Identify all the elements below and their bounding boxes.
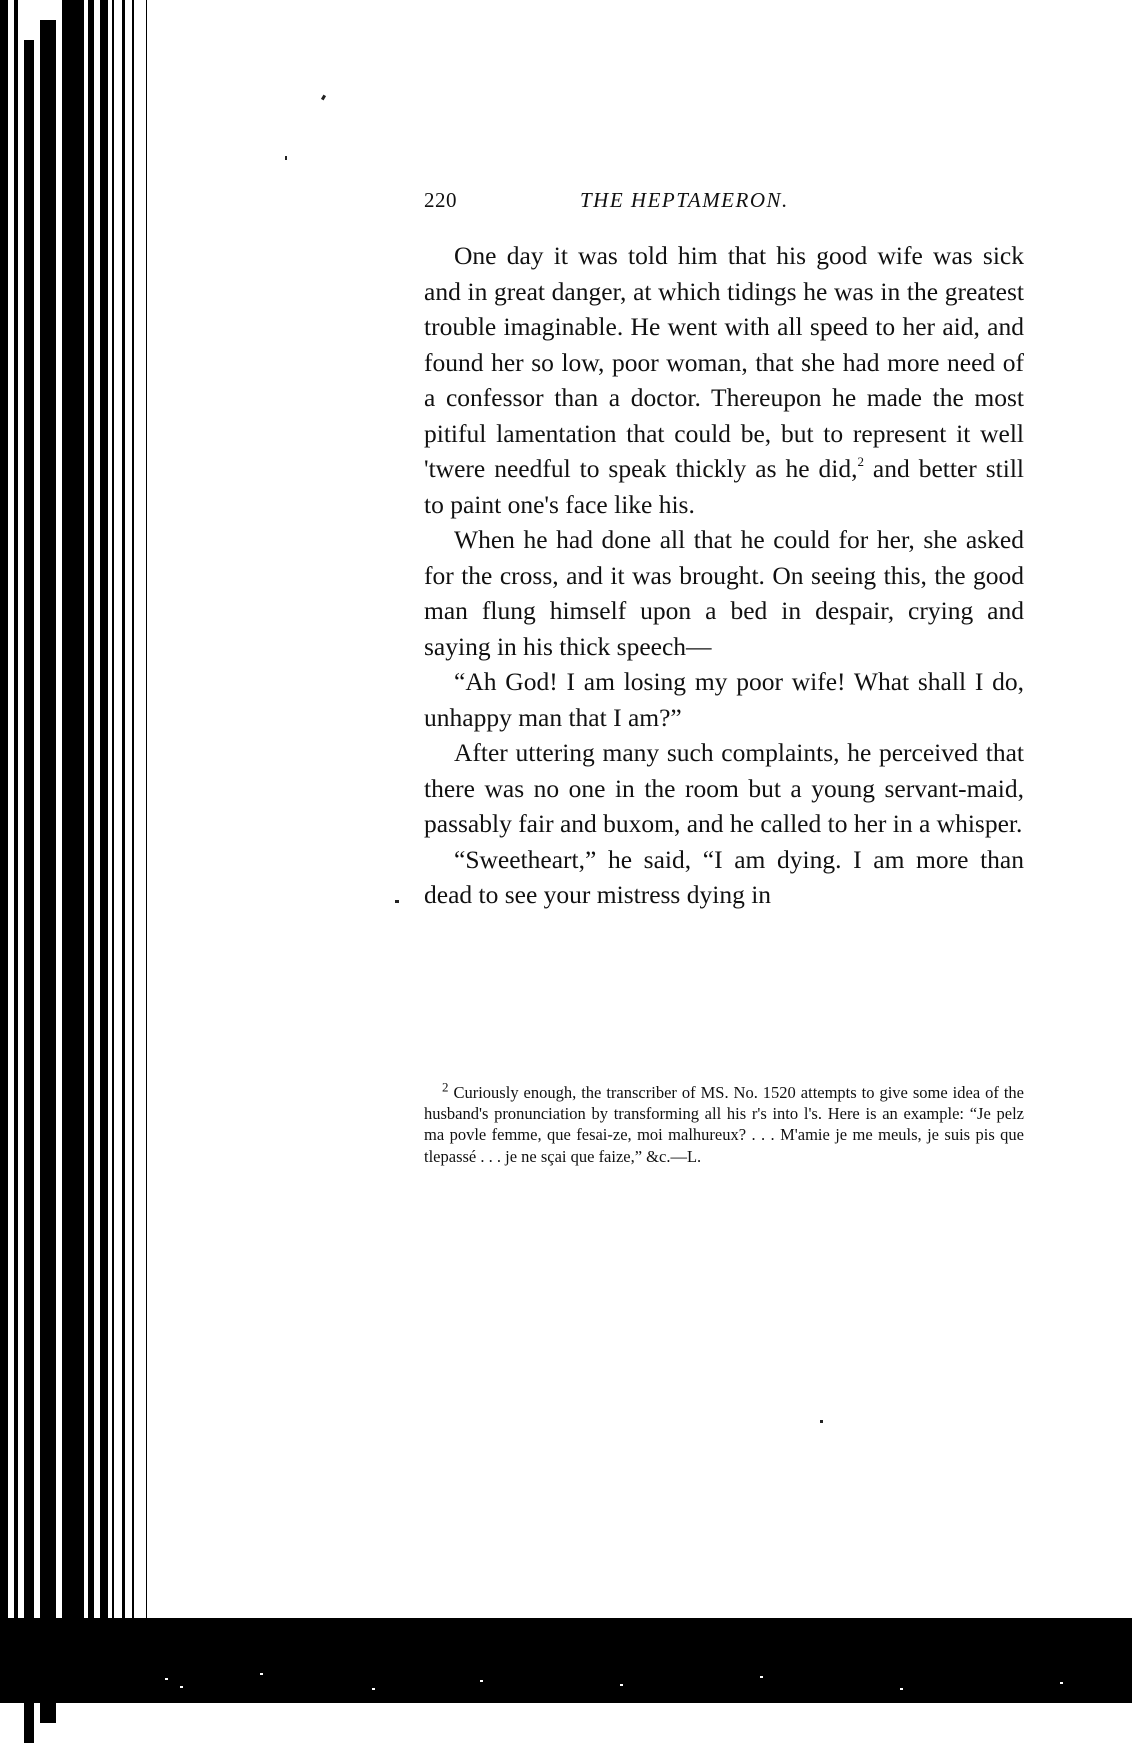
footnote: [424, 1079, 1024, 1167]
scan-speck: [180, 1686, 183, 1688]
paragraph: When he had done all that he could for her, she asked for the cross, and it was brought. On seeing this, the good man flung himself upon a bed in despair, crying and saying in his thick speech—: [424, 525, 1024, 661]
scan-speck: [165, 1678, 168, 1680]
body-text: [424, 238, 1024, 913]
gutter-band: [40, 20, 56, 1723]
scan-speck: [820, 1420, 823, 1423]
scan-speck: [321, 95, 326, 101]
scan-bottom-edge: [0, 1618, 1132, 1703]
gutter-band: [62, 0, 84, 1703]
footnote-reference[interactable]: 2: [857, 453, 864, 469]
footnote-paragraph: [424, 1079, 1024, 1167]
scan-speck: [395, 900, 399, 903]
gutter-band: [0, 0, 8, 1703]
paragraph-text: and better still to paint one's face like his.: [424, 454, 1024, 519]
gutter-band: [88, 0, 94, 1703]
binding-gutter: [0, 0, 160, 1703]
paragraph: [424, 238, 1024, 522]
scan-speck: [285, 156, 287, 160]
paragraph: “Ah God! I am losing my poor wife! What shall I do, unhappy man that I am?”: [424, 667, 1024, 732]
scan-speck: [480, 1680, 483, 1682]
scan-speck: [760, 1676, 763, 1678]
scan-speck: [260, 1673, 263, 1675]
scan-speck: [900, 1688, 903, 1690]
gutter-band: [14, 0, 18, 1703]
page-number: 220: [424, 188, 457, 212]
footnote-marker: 2: [442, 1079, 449, 1095]
gutter-band: [100, 0, 108, 1703]
paragraph: After uttering many such complaints, he perceived that there was no one in the room but a young servant-maid, passably fair and buxom, and he called to her in a whisper.: [424, 738, 1024, 838]
paragraph: “Sweetheart,” he said, “I am dying. I am more than dead to see your mistress dying in: [424, 844, 1024, 909]
gutter-line: [112, 0, 114, 1703]
scan-speck: [372, 1688, 375, 1690]
gutter-line: [132, 0, 134, 1703]
running-header: [424, 188, 1024, 216]
footnote-text: Curiously enough, the transcriber of MS. No. 1520 attempts to give some idea of the husband's pronunciation by transforming all his r's into l's. Here is an example: “Je pelz ma povle femme, que fesai-ze, moi malhureux? . . . M'amie je me meuls, je suis pis que tlepassé . . . je ne sçai que faize,” &c.—L.: [424, 1083, 1024, 1166]
gutter-line: [122, 0, 125, 1703]
paragraph-text: One day it was told him that his good wife was sick and in great danger, at which tidings he was in the greatest trouble imaginable. He went with all speed to her aid, and found her so low, poor woman, that she had more need of a confessor than a doctor. Thereupon he made the most pitiful lamentation that could be, but to represent it well 'twere needful to speak thickly as he did,: [424, 241, 1024, 483]
scan-speck: [1060, 1682, 1063, 1684]
scan-speck: [620, 1684, 623, 1686]
gutter-line: [146, 0, 147, 1703]
running-title: THE HEPTAMERON.: [580, 188, 789, 212]
gutter-band: [24, 40, 34, 1743]
